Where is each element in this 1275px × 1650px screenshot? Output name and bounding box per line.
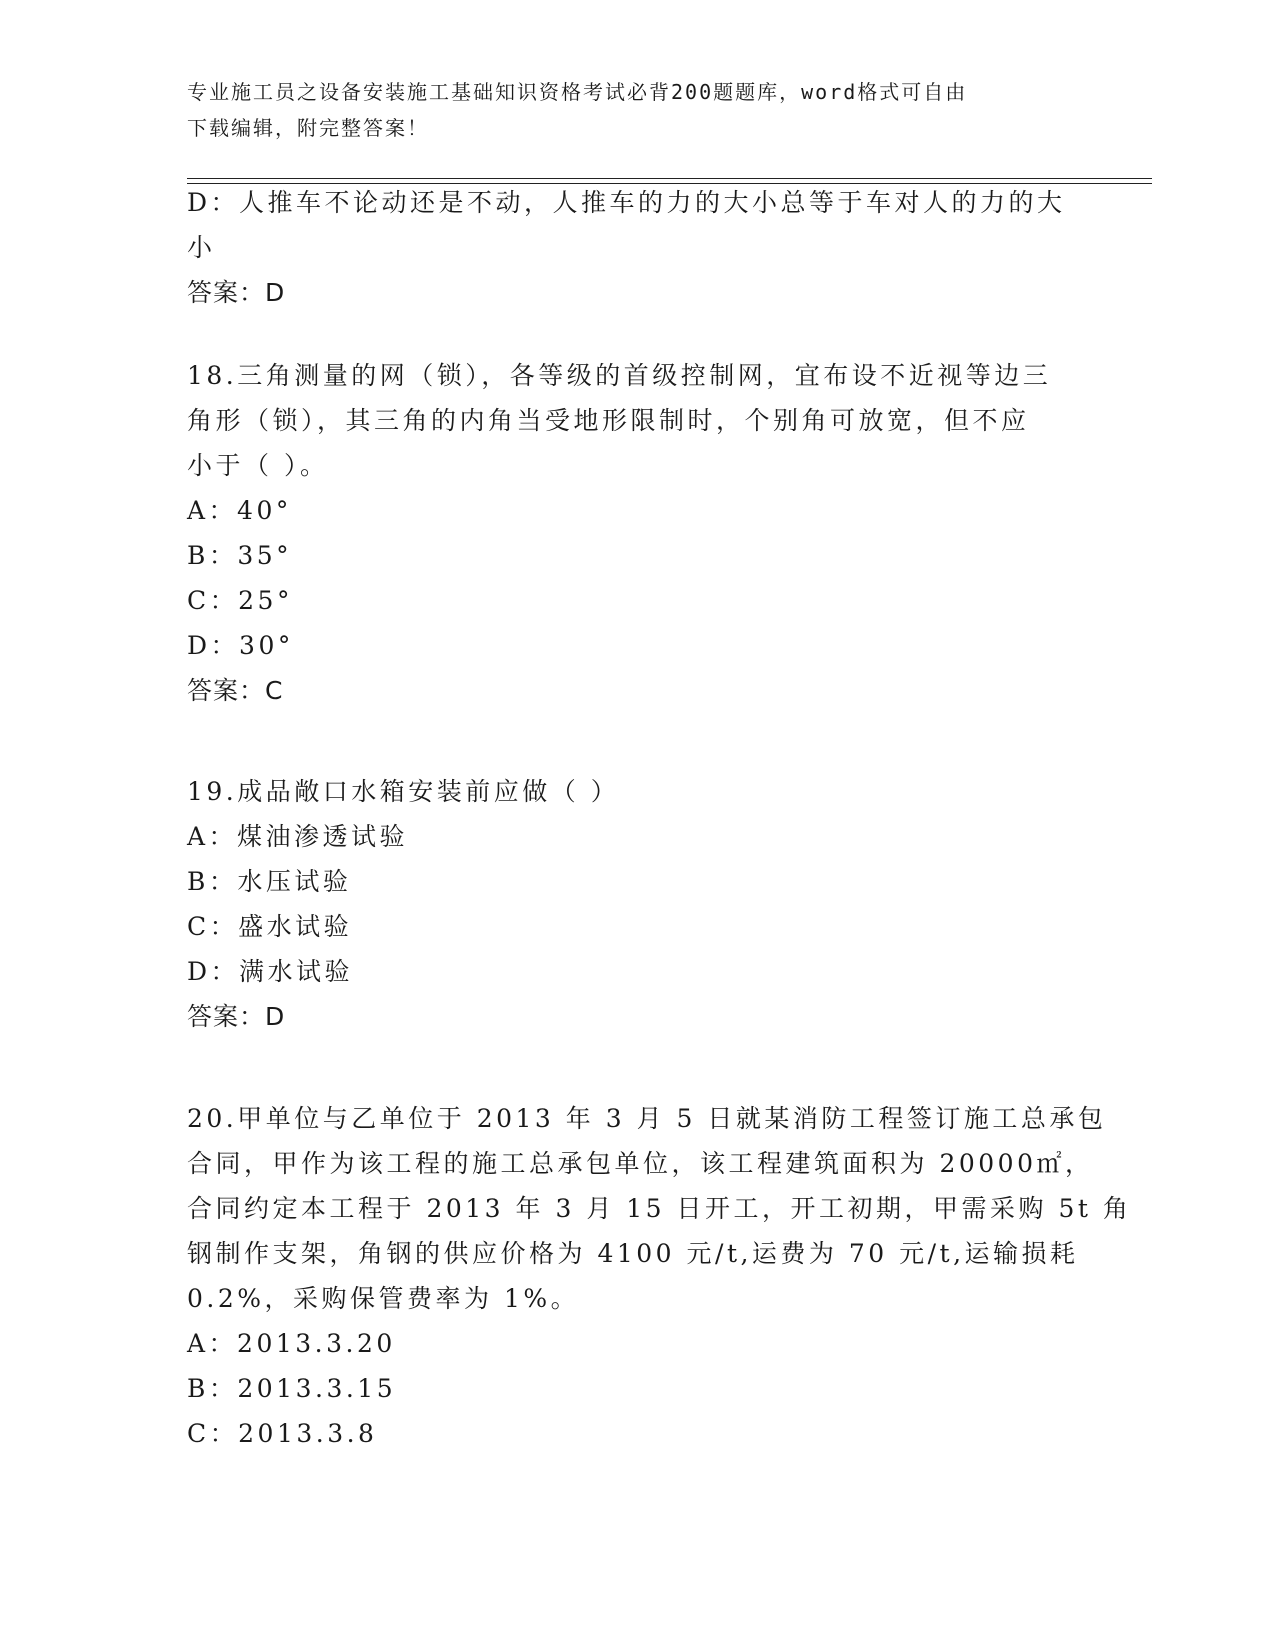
option-c: C：2013.3.8	[187, 1419, 378, 1448]
page-header	[187, 74, 1067, 146]
option-a: A：2013.3.20	[187, 1329, 396, 1358]
question-stem-line: 角形（锁），其三角的内角当受地形限制时，个别角可放宽，但不应	[187, 406, 1030, 435]
option-a: A：40°	[187, 496, 292, 525]
question-stem-line: 钢制作支架，角钢的供应价格为 4100 元/t,运费为 70 元/t,运输损耗	[187, 1239, 1079, 1268]
option-d: D：满水试验	[187, 957, 354, 986]
header-divider-top	[187, 178, 1152, 179]
answer-label: 答案：D	[187, 278, 286, 307]
question-stem-line: 小于（ ）。	[187, 451, 329, 480]
header-line-2: 下载编辑，附完整答案！	[187, 116, 429, 140]
question-17-tail	[187, 180, 1082, 315]
option-b: B：水压试验	[187, 867, 352, 896]
option-c: C：盛水试验	[187, 912, 353, 941]
header-line-1: 专业施工员之设备安装施工基础知识资格考试必背200题题库，word格式可自由	[187, 80, 968, 104]
answer-label: 答案：D	[187, 1002, 286, 1031]
option-b: B：2013.3.15	[187, 1374, 397, 1403]
option-b: B：35°	[187, 541, 293, 570]
question-18	[187, 353, 1082, 713]
question-19	[187, 769, 1082, 1039]
option-d-line-2: 小	[187, 233, 216, 262]
question-stem-line: 0.2%，采购保管费率为 1%。	[187, 1284, 580, 1313]
question-stem-line: 19.成品敞口水箱安装前应做（ ）	[187, 777, 620, 806]
option-c: C：25°	[187, 586, 293, 615]
question-stem-line: 合同约定本工程于 2013 年 3 月 15 日开工，开工初期，甲需采购 5t 角	[187, 1194, 1132, 1223]
question-20	[187, 1096, 1132, 1456]
option-a: A：煤油渗透试验	[187, 822, 409, 851]
question-stem-line: 合同，甲作为该工程的施工总承包单位，该工程建筑面积为 20000㎡，	[187, 1149, 1094, 1178]
question-stem-line: 18.三角测量的网（锁），各等级的首级控制网，宜布设不近视等边三	[187, 361, 1052, 390]
answer-label: 答案：C	[187, 676, 284, 705]
option-d: D：30°	[187, 631, 294, 660]
option-d-line-1: D：人推车不论动还是不动，人推车的力的大小总等于车对人的力的大	[187, 188, 1066, 217]
question-stem-line: 20.甲单位与乙单位于 2013 年 3 月 5 日就某消防工程签订施工总承包	[187, 1104, 1107, 1133]
